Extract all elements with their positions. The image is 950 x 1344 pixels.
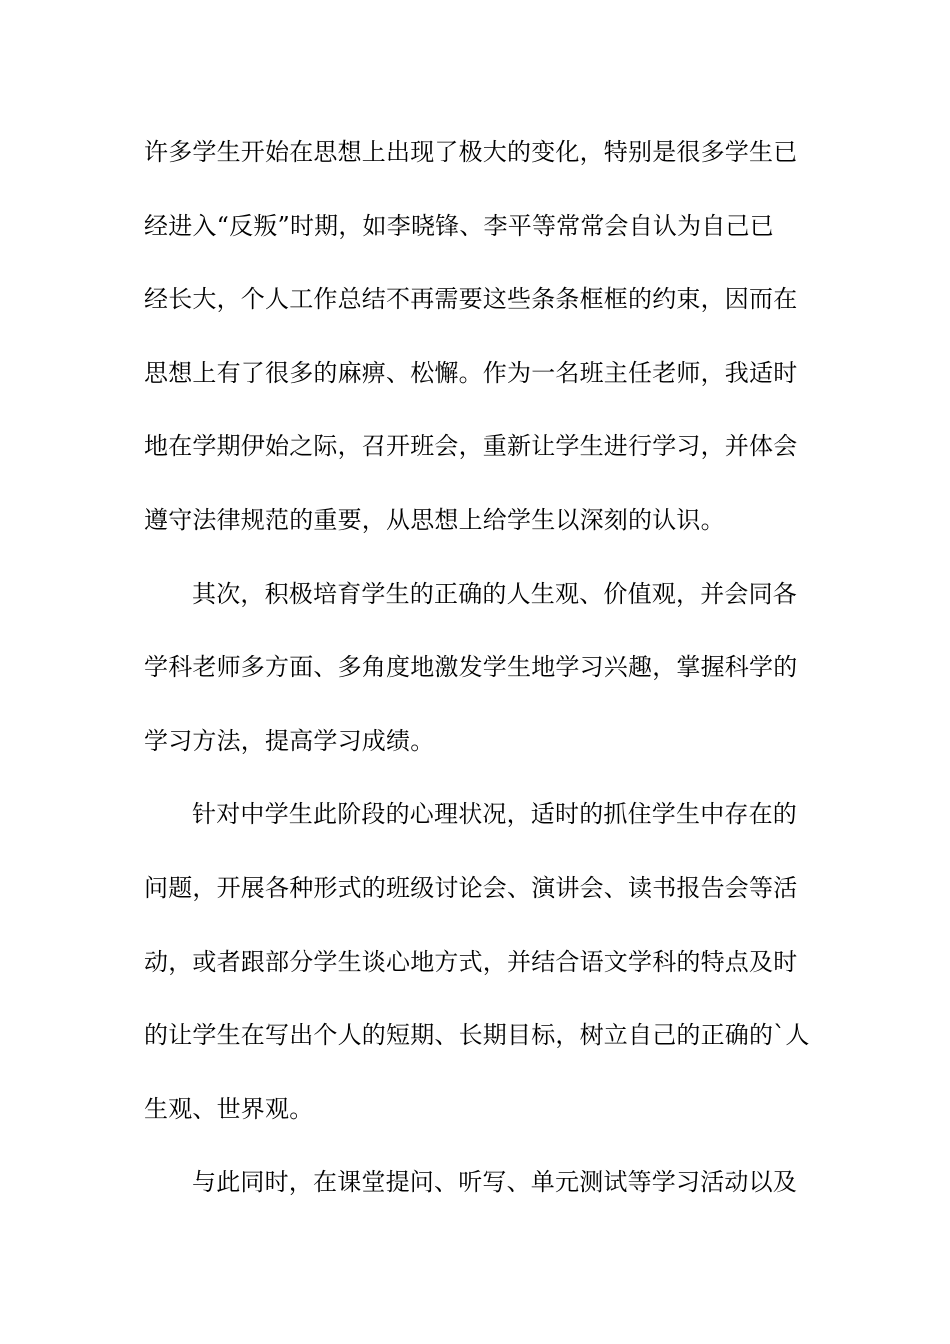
document-body (144, 131, 814, 1235)
paragraph-line: 学科老师多方面、多角度地激发学生地学习兴趣，掌握科学的 (144, 653, 798, 682)
paragraph-line: 许多学生开始在思想上出现了极大的变化，特别是很多学生已 (144, 138, 798, 166)
paragraph-line: 经长大，个人工作总结不再需要这些条条框框的约束，因而在 (144, 285, 798, 314)
paragraph-line: 与此同时，在课堂提问、听写、单元测试等学习活动以及 (192, 1168, 797, 1197)
paragraph-line: 动，或者跟部分学生谈心地方式，并结合语文学科的特点及时 (144, 947, 798, 976)
paragraph-line: 学习方法，提高学习成绩。 (144, 726, 435, 755)
paragraph-line: 针对中学生此阶段的心理状况，适时的抓住学生中存在的 (192, 800, 797, 829)
paragraph-line: 地在学期伊始之际，召开班会，重新让学生进行学习，并体会 (144, 432, 798, 461)
paragraph-line: 经进入“反叛”时期，如李晓锋、李平等常常会自认为自己已 (144, 211, 774, 240)
paragraph-line: 生观、世界观。 (144, 1094, 314, 1123)
paragraph-line: 的让学生在写出个人的短期、长期目标，树立自己的正确的`人 (144, 1021, 810, 1050)
paragraph-line: 其次，积极培育学生的正确的人生观、价值观，并会同各 (192, 579, 797, 608)
paragraph-line: 遵守法律规范的重要，从思想上给学生以深刻的认识。 (144, 505, 725, 534)
paragraph-line: 问题，开展各种形式的班级讨论会、演讲会、读书报告会等活 (144, 873, 798, 902)
paragraph-line: 思想上有了很多的麻痹、松懈。作为一名班主任老师，我适时 (144, 358, 798, 387)
